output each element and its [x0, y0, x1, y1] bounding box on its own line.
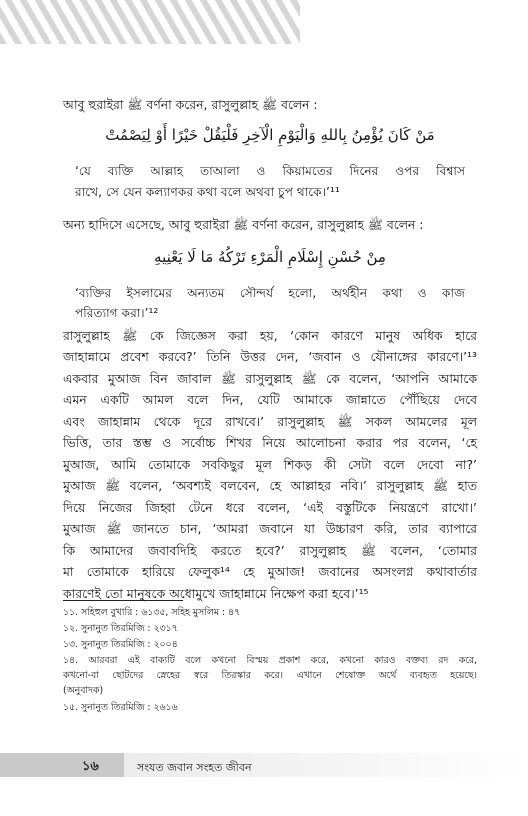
body-line: কারণেই তো মানুষকে অধোমুখে জাহান্নামে নিক্ষেপ করা হবে।’¹⁵	[63, 586, 369, 601]
body-line: জাহান্নামে প্রবেশ করবে?’ তিনি উত্তর দেন, ‘জবান ও যৌনাঙ্গের কারণে।’¹³	[63, 349, 477, 364]
body-line: এবং জাহান্নাম থেকে দূরে রাখবে।’ রাসুলুল্লাহ ﷺ সকল আমলের মূল	[63, 414, 477, 429]
body-line: দিয়ে নিজের জিহ্বা টেনে ধরে বলেন, ‘এই বস্তুটিকে নিয়ন্ত্রণে রাখো।’	[63, 500, 477, 515]
footer-bar	[0, 753, 528, 777]
footnote: ১৩. সুনানুত তিরমিজি : ২০০৪	[63, 639, 178, 650]
body-line: মুআজ ﷺ জানতে চান, ‘আমরা জবানে যা উচ্চারণ করি, তার ব্যাপারে	[63, 521, 478, 536]
footnote: ১৫. সুনানুত তিরমিজি : ২৬১৬	[63, 702, 178, 713]
page-number: ১৬	[82, 759, 99, 774]
body-line: একবার মুআজ বিন জাবাল ﷺ রাসুলুল্লাহ ﷺ কে বলেন, ‘আপনি আমাকে	[63, 371, 477, 386]
quote-1-line-1: ‘যে ব্যক্তি আল্লাহ তাআলা ও কিয়ামতের দিনের ওপর বিশ্বাস	[75, 164, 465, 178]
body-line: রাসুলুল্লাহ ﷺ কে জিজ্ঞেস করা হয়, ‘কোন কারণে মানুষ অধিক হারে	[63, 328, 478, 343]
footnote-divider	[63, 600, 183, 601]
header-stripe-decoration	[0, 0, 300, 44]
arabic-hadith-2: مِنْ حُسْنِ إِسْلَامِ الْمَرْءِ تَرْكُهُ مَا لَا يَعْنِيهِ	[154, 248, 386, 266]
arabic-hadith-1: مَنْ كَانَ يُؤْمِنُ بِاللهِ وَالْيَوْمِ الْآخِرِ فَلْيَقُلْ خَيْرًا أَوْ لِيَصْمُتْ	[105, 126, 435, 144]
footnote: ১২. সুনানুত তিরমিজি : ২৩১৭	[63, 623, 178, 634]
footnote: (অনুবাদক)	[63, 685, 104, 696]
running-book-title: সংযত জবান সংহত জীবন	[137, 761, 252, 774]
footnote: কখনো-বা ছোটদের স্নেহের স্বরে তিরস্কার করে। এখানে শেষোক্ত অর্থে ব্যবহৃত হয়েছে।	[63, 670, 477, 681]
footnote: ১১. সহিহুল বুখারি : ৬১৩৫, সহিহ মুসলিম : ৪৭	[63, 607, 241, 618]
body-line: ভিত্তি, তার স্তম্ভ ও সর্বোচ্চ শিখর নিয়ে আলোচনা করার পর বলেন, ‘হে	[63, 435, 477, 450]
body-line: মা তোমাকে হারিয়ে ফেলুক¹⁴ হে মুআজ! জবানের অসংলগ্ন কথাবার্তার	[63, 564, 477, 579]
quote-1-line-2: রাখে, সে যেন কল্যাণকর কথা বলে অথবা চুপ থাকে।’¹¹	[75, 185, 340, 199]
quote-2-line-1: ‘ব্যক্তির ইসলামের অন্যতম সৌন্দর্য হলো, অর্থহীন কথা ও কাজ	[75, 286, 465, 300]
body-line: এমন একটি আমল বলে দিন, যেটি আমাকে জান্নাতে পৌঁছিয়ে দেবে	[63, 392, 477, 407]
intro-line-1: আবু হুরাইরা ﷺ বর্ণনা করেন, রাসুলুল্লাহ ﷺ বলেন :	[63, 97, 318, 112]
footnote: ১৪. আরবরা এই বাক্যটি বলে কখনো বিস্ময় প্রকাশ করে, কখনো কারও বক্তব্য রদ করে,	[63, 655, 477, 666]
body-line: মুআজ, আমি তোমাকে সবকিছুর মূল শিকড় কী সেটা বলে দেবো না?’	[63, 457, 477, 472]
body-line: কি আমাদের জবাবদিহি করতে হবে?’ রাসুলুল্লাহ ﷺ বলেন, ‘তোমার	[63, 543, 477, 558]
quote-2-line-2: পরিত্যাগ করা।’¹²	[75, 306, 159, 320]
body-line: মুআজ ﷺ বলেন, ‘অবশ্যই বলবেন, হে আল্লাহর নবি।’ রাসুলুল্লাহ ﷺ হাত	[63, 478, 477, 493]
intro-line-2: অন্য হাদিসে এসেছে, আবু হুরাইরা ﷺ বর্ণনা করেন, রাসুলুল্লাহ ﷺ বলেন :	[63, 217, 424, 232]
